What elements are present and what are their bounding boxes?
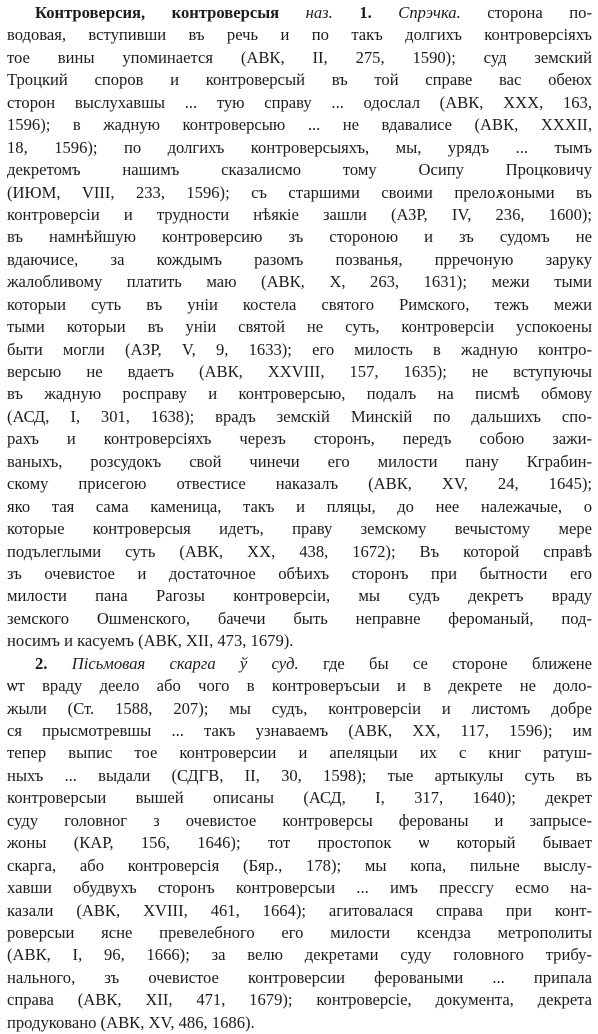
text-line <box>7 989 592 1011</box>
text-line <box>7 585 592 607</box>
text-line <box>7 69 592 91</box>
text-line <box>7 653 592 675</box>
text-run: земского Ошменского, бачечи быть неправне фероманый, под- <box>7 608 592 628</box>
text-run: жоны (КАР, 156, 1646); тот простопок ѡ который бывает <box>7 833 592 853</box>
text-run: (АВК, I, 96, 1666); за велю декретами суду головного трибу- <box>7 945 592 965</box>
text-line <box>7 922 592 944</box>
text-line <box>7 204 592 226</box>
text-line <box>7 383 592 405</box>
text-run: 1596); в жадную контроверсыю ... не вдавалисе (АВК, XXXII, <box>7 115 592 135</box>
text-run: сторона по- <box>460 3 592 22</box>
text-run: тепер выпис тое контроверсии и апеляцыи их с книг ратуш- <box>7 743 592 763</box>
italic-run: наз. <box>305 3 333 22</box>
text-run: подълеглыми суть (АВК, XX, 438, 1672); Въ которой справѣ <box>7 541 592 561</box>
text-line <box>7 944 592 966</box>
text-line <box>7 2 592 24</box>
text-run: версыю не вдаетъ (АВК, XXVIII, 157, 1635); не вступуючы <box>7 362 592 381</box>
dictionary-page <box>7 2 592 1034</box>
text-run: декретомъ нашимъ сказалисмо тому Осипу Процковичу <box>7 160 592 180</box>
text-line <box>7 787 592 809</box>
text-run: въ жадную росправу и контроверсыю, подалъ на писмѣ обмову <box>7 384 592 404</box>
text-line <box>7 47 592 69</box>
text-line <box>7 451 592 473</box>
text-run: казали (АВК, XVIII, 461, 1664); агитовалася справа при конт- <box>7 900 592 920</box>
text-run: въ намнѣйшую контроверсию зъ стороною и зъ судомъ не <box>7 227 592 247</box>
text-line <box>7 810 592 832</box>
dictionary-entry <box>7 2 592 1034</box>
text-run: где бы се стороне ближене <box>298 653 593 673</box>
text-run: скарга, або контроверсія (Бяр., 178); мы копа, пильне выслу- <box>7 855 592 875</box>
text-line <box>7 249 592 271</box>
text-run: контроверсыи вышей описаны (АСД, I, 317, 1640); декрет <box>7 788 592 808</box>
text-line <box>7 316 592 338</box>
text-line <box>7 182 592 204</box>
text-line <box>7 675 592 697</box>
text-run: тое вины упоминается (АВК, II, 275, 1590); суд земский <box>7 47 592 67</box>
text-line <box>7 339 592 361</box>
text-line <box>7 541 592 563</box>
text-run: ѡт враду деело або чого в контроверъсыи и в декрете не доло- <box>7 676 592 696</box>
text-run: быти могли (АЗР, V, 9, 1633); его милость в жадную контро- <box>7 339 592 359</box>
text-line <box>7 159 592 181</box>
text-run <box>372 3 399 22</box>
italic-run: Пісьмовая скарга ў суд. <box>71 653 299 673</box>
text-run: жыли (Ст. 1588, 207); мы судъ, контроверсіи и листомъ добре <box>7 698 592 718</box>
text-run: ваныхъ, розсудокъ свой чинечи его милости пану Кграбин- <box>7 451 592 471</box>
text-run: тыми которыи въ уніи святой не суть, контроверсіи успокоены <box>7 317 592 337</box>
text-run: сторон выслухавшы ... тую справу ... одослал (АВК, XXX, 163, <box>7 92 592 112</box>
text-run: (ИЮМ, VIII, 233, 1596); съ старшими своими прелоѫоными въ <box>7 182 592 202</box>
text-line <box>7 630 592 652</box>
text-run <box>47 654 71 673</box>
text-line <box>7 226 592 248</box>
text-line <box>7 967 592 989</box>
text-run: нального, зъ очевистое контроверсии фероваными ... припала <box>7 967 592 987</box>
text-line <box>7 361 592 383</box>
text-line <box>7 877 592 899</box>
text-run: жалобливому платить маю (АВК, X, 263, 1631); межи тыми <box>7 272 592 292</box>
text-line <box>7 473 592 495</box>
text-run: которые контроверсыя идетъ, праву земскому вечыстому мере <box>7 519 592 539</box>
bold-run: 2. <box>35 653 48 673</box>
italic-run: Спрэчка. <box>398 3 461 22</box>
text-line <box>7 855 592 877</box>
text-run: носимъ и касуемъ (АВК, XII, 473, 1679). <box>7 631 294 651</box>
text-run <box>279 3 306 22</box>
text-line <box>7 720 592 742</box>
text-run: роверсыи ясне превелебного его милости ксендза метрополиты <box>7 922 592 942</box>
text-run: продуковано (АВК, XV, 486, 1686). <box>7 1012 255 1032</box>
text-run: 18, 1596); по долгихъ контроверсыяхъ, мы, урядъ ... тымъ <box>7 137 592 157</box>
text-line <box>7 765 592 787</box>
text-line <box>7 406 592 428</box>
text-line <box>7 1012 592 1034</box>
text-run: (АСД, I, 301, 1638); врадъ земскій Минскій по дальшихъ спо- <box>7 406 592 426</box>
text-run: ныхъ ... выдали (СДГВ, II, 30, 1598); тые артыкулы суть въ <box>7 765 592 785</box>
bold-run: Контроверсия, контроверсыя <box>35 3 280 22</box>
text-run: ся прысмотревшы ... такъ узнаваемъ (АВК, XX, 117, 1596); им <box>7 721 592 740</box>
text-run: справа (АВК, XII, 471, 1679); контроверсіе, документа, декрета <box>7 990 592 1010</box>
text-line <box>7 563 592 585</box>
text-line <box>7 496 592 518</box>
text-line <box>7 92 592 114</box>
text-line <box>7 698 592 720</box>
text-run <box>333 3 360 22</box>
text-line <box>7 832 592 854</box>
text-run: вдаючисе, за кождымъ разомъ позванья, прречоную заруку <box>7 249 592 269</box>
text-line <box>7 137 592 159</box>
text-run: рахъ и контроверсіяхъ черезъ сторонъ, передъ собою зажи- <box>7 429 592 449</box>
text-run: которыи суть въ уніи костела святого Римского, тежъ межи <box>7 294 592 314</box>
text-run: контроверсіи и трудности нѣякіе зашли (АЗР, IV, 236, 1600); <box>7 204 592 224</box>
text-run: водовая, вступивши въ речь и по такъ долгихъ контроверсіяхъ <box>7 25 592 45</box>
text-line <box>7 24 592 46</box>
text-run: скому присегою отвестисе наказалъ (АВК, XV, 24, 1645); <box>7 474 592 494</box>
text-line <box>7 271 592 293</box>
text-run: Троцкий споров и контроверсый въ той справе вас обеюх <box>7 70 592 90</box>
text-line <box>7 742 592 764</box>
text-run: яко тая сама каменица, такъ и пляцы, до нее належачые, о <box>7 496 592 516</box>
text-line <box>7 114 592 136</box>
text-line <box>7 428 592 450</box>
text-run: милости пана Рагозы контроверсіи, мы судъ декретъ враду <box>7 586 592 606</box>
bold-run: 1. <box>359 3 372 22</box>
text-run: хавши обудвухъ сторонъ контроверсыи ... имъ прессгу есмо на- <box>7 878 592 898</box>
text-line <box>7 518 592 540</box>
text-run: суду головног з очевистое контроверсы ферованы и запрысе- <box>7 810 592 830</box>
text-line <box>7 900 592 922</box>
text-line <box>7 294 592 316</box>
text-line <box>7 608 592 630</box>
text-run: зъ очевистое и достаточное обѣихъ сторонъ при бытности его <box>7 563 592 583</box>
